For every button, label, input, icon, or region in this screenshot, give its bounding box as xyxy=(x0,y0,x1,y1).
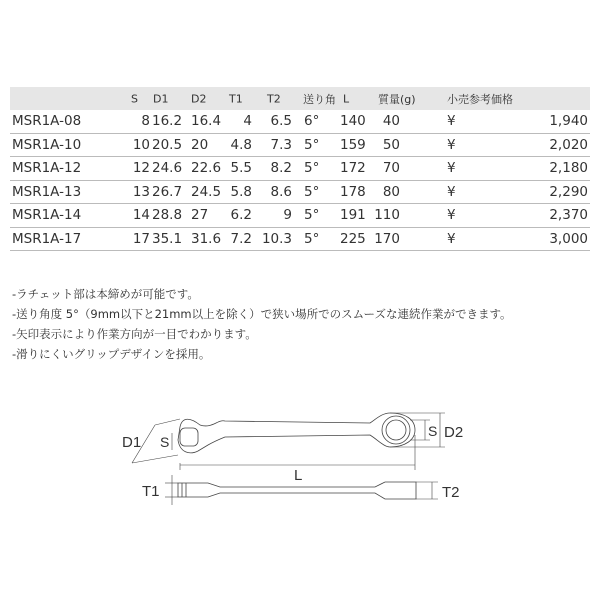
cell-yen: ¥ xyxy=(447,230,456,247)
table-row xyxy=(10,204,590,228)
cell-t2: 8.6 xyxy=(270,183,292,200)
header-mass: 質量(g) xyxy=(378,92,416,106)
cell-mass: 50 xyxy=(382,136,400,153)
cell-mass: 170 xyxy=(374,230,400,247)
cell-s: 14 xyxy=(132,207,150,224)
table-row xyxy=(10,134,590,158)
cell-d2: 22.6 xyxy=(191,160,222,177)
cell-mass: 80 xyxy=(382,183,400,200)
cell-yen: ¥ xyxy=(447,113,456,130)
cell-t1: 6.2 xyxy=(230,207,252,224)
cell-l: 225 xyxy=(340,230,366,247)
header-l: L xyxy=(343,92,350,105)
wrench-diagram xyxy=(120,395,470,515)
cell-angle: 5° xyxy=(304,183,320,200)
cell-yen: ¥ xyxy=(447,160,456,177)
cell-t1: 5.8 xyxy=(230,183,252,200)
cell-t1: 5.5 xyxy=(230,160,252,177)
cell-model: MSR1A-17 xyxy=(12,230,82,247)
feature-notes xyxy=(12,284,512,364)
cell-d1: 28.8 xyxy=(152,207,183,224)
cell-d2: 24.5 xyxy=(191,183,222,200)
header-d1: D1 xyxy=(153,92,169,105)
note-1: -ラチェット部は本締めが可能です。 xyxy=(12,287,199,301)
cell-yen: ¥ xyxy=(447,136,456,153)
cell-d2: 20 xyxy=(191,136,209,153)
cell-model: MSR1A-14 xyxy=(12,207,82,224)
cell-angle: 5° xyxy=(304,160,320,177)
cell-s: 17 xyxy=(132,230,150,247)
cell-mass: 110 xyxy=(374,207,400,224)
cell-d2: 16.4 xyxy=(191,113,222,130)
cell-d2: 31.6 xyxy=(191,230,222,247)
cell-model: MSR1A-08 xyxy=(12,113,82,130)
cell-angle: 5° xyxy=(304,136,320,153)
cell-t2: 6.5 xyxy=(270,113,292,130)
cell-model: MSR1A-10 xyxy=(12,136,82,153)
cell-d1: 24.6 xyxy=(152,160,183,177)
header-s: S xyxy=(131,92,138,105)
cell-mass: 70 xyxy=(382,160,400,177)
cell-d1: 26.7 xyxy=(152,183,183,200)
header-price: 小売参考価格 xyxy=(447,92,513,106)
cell-t2: 10.3 xyxy=(261,230,292,247)
cell-yen: ¥ xyxy=(447,183,456,200)
cell-t1: 4.8 xyxy=(230,136,252,153)
table-header xyxy=(10,87,590,110)
cell-angle: 5° xyxy=(304,230,320,247)
cell-yen: ¥ xyxy=(447,207,456,224)
header-angle: 送り角 xyxy=(303,92,336,106)
label-t2: T2 xyxy=(442,484,460,501)
cell-l: 140 xyxy=(340,113,366,130)
cell-l: 178 xyxy=(340,183,366,200)
header-d2: D2 xyxy=(191,92,207,105)
header-t2: T2 xyxy=(267,92,281,105)
label-d1: D1 xyxy=(122,434,142,451)
label-t1: T1 xyxy=(142,483,160,500)
cell-angle: 5° xyxy=(304,207,320,224)
cell-d2: 27 xyxy=(191,207,209,224)
dimension-lines xyxy=(132,413,445,505)
table-row xyxy=(10,110,590,134)
cell-d1: 35.1 xyxy=(152,230,183,247)
header-t1: T1 xyxy=(229,92,243,105)
cell-model: MSR1A-13 xyxy=(12,183,82,200)
cell-price: 1,940 xyxy=(549,113,588,130)
cell-l: 172 xyxy=(340,160,366,177)
note-2: -送り角度 5°（9mm以下と21mm以上を除く）で狭い場所でのスムーズな連続作業ができます。 xyxy=(12,307,512,321)
cell-s: 10 xyxy=(132,136,150,153)
cell-t2: 8.2 xyxy=(270,160,292,177)
label-l: L xyxy=(294,467,303,484)
cell-d1: 20.5 xyxy=(152,136,183,153)
cell-price: 2,290 xyxy=(549,183,588,200)
label-s-right: S xyxy=(428,423,438,439)
table-row xyxy=(10,228,590,252)
table-row xyxy=(10,181,590,205)
cell-price: 2,020 xyxy=(549,136,588,153)
cell-l: 191 xyxy=(340,207,366,224)
cell-price: 2,180 xyxy=(549,160,588,177)
cell-t1: 7.2 xyxy=(230,230,252,247)
cell-price: 2,370 xyxy=(549,207,588,224)
wrench-side-view xyxy=(178,482,416,499)
label-s-left: S xyxy=(160,434,170,450)
cell-t1: 4 xyxy=(243,113,252,130)
note-3: -矢印表示により作業方向が一目でわかります。 xyxy=(12,327,257,341)
cell-t2: 7.3 xyxy=(270,136,292,153)
cell-model: MSR1A-12 xyxy=(12,160,82,177)
cell-l: 159 xyxy=(340,136,366,153)
cell-angle: 6° xyxy=(304,113,320,130)
cell-d1: 16.2 xyxy=(152,113,183,130)
note-4: -滑りにくいグリップデザインを採用。 xyxy=(12,347,211,361)
cell-mass: 40 xyxy=(382,113,400,130)
table-row xyxy=(10,157,590,181)
label-d2: D2 xyxy=(444,424,464,441)
cell-s: 12 xyxy=(132,160,150,177)
cell-s: 8 xyxy=(141,113,150,130)
cell-price: 3,000 xyxy=(549,230,588,247)
spec-table xyxy=(10,87,590,251)
cell-s: 13 xyxy=(132,183,150,200)
wrench-top-view xyxy=(178,413,415,453)
cell-t2: 9 xyxy=(283,207,292,224)
